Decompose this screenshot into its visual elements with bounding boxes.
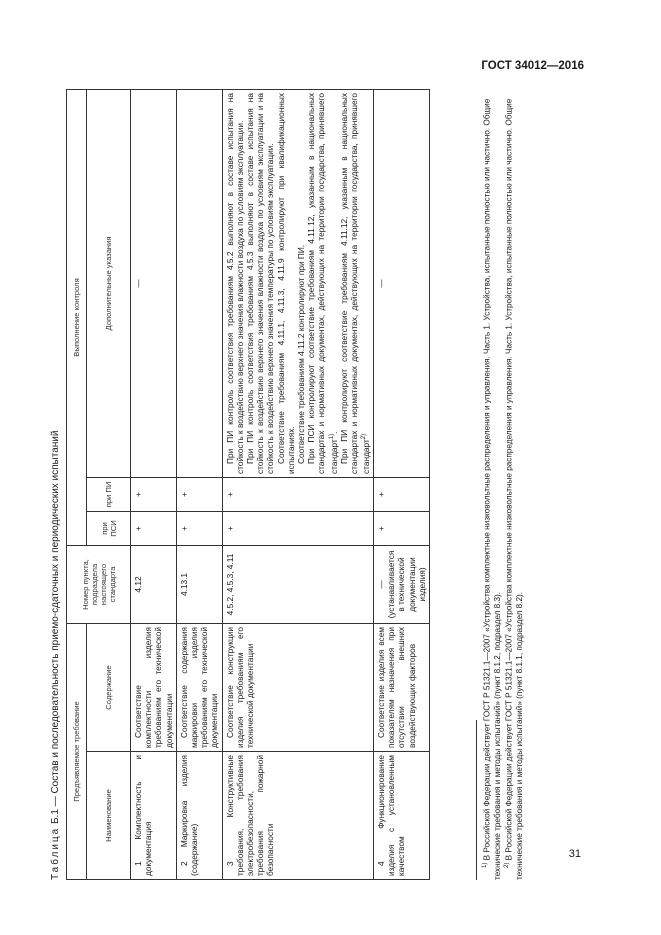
clause-note: (устанавливается в технической документации изделия) <box>386 550 427 619</box>
tests-table <box>66 89 430 880</box>
cell-content: Соответствие содержания маркировки изделия требованиям его технической документации <box>176 623 222 751</box>
cell-pi: + <box>374 477 430 511</box>
cell-additional <box>176 89 222 477</box>
cell-clause: 4.13.1 <box>176 545 222 623</box>
cell-psi: + <box>176 511 222 545</box>
cell-content: Соответствие изделия всем показателям назначения при отсутствии внешних воздействующих факторов <box>374 623 430 751</box>
table-label: Таблица <box>50 826 61 880</box>
additional-para: Соответствие требованиям 4.11.2 контролируют при ПИ. <box>296 244 307 464</box>
cell-additional <box>222 89 373 477</box>
footnote-2: $^{2)}$ В Российской Федерации действует ГОСТ Р 51321.1—2007 «Устройства комплектные низковольтные распределения и управления. Часть 1. Устройства, испытанные полностью или частично. Общие технические требования и методы испытаний» (пункт 8.1.1, подраздел 8.2). <box>504 98 525 880</box>
cell-name: 4 Функционирование изделия с установленным качеством <box>374 752 430 880</box>
table-row <box>374 89 430 879</box>
header-clause: Номер пункта, подраздела настоящего стандарта <box>67 545 131 623</box>
footnote-ref: 2) <box>361 433 368 440</box>
footnote-1: $^{1)}$ В Российской Федерации действует ГОСТ Р 51321.1—2007 «Устройства комплектные низковольтные распределения и управления. Часть 1. Устройства, испытанные полностью или частично. Общие технические требования и методы испытаний» (пункт 8.1.2, подраздел 8.3). <box>482 98 503 880</box>
rotated-table-area <box>50 90 525 880</box>
cell-name: 3 Конструктивные требования, требования электробезопасности, требования пожарной безопасности <box>222 752 373 880</box>
document-header: ГОСТ 34012—2016 <box>481 60 584 72</box>
table-row <box>131 89 177 879</box>
additional-para: При ПИ контролируют соответствие требованиям 4.11.12, указанным в национальных стандартах и нормативных документах, действующих на территории государства, принявшего стандарт$^{2)}$ <box>338 92 371 474</box>
additional-para: Соответствие требованиям 4.11.1, 4.11.3, 4.11.9 контролируют при квалификационных испытаниях. <box>275 92 296 474</box>
cell-pi: + <box>131 477 177 511</box>
additional-para: При ПСИ контролируют соответствие требованиям 4.11.12, указанным в национальных стандартах и нормативных документах, действующих на территории государства, принявшего стандарт$^{1)}$. <box>306 92 339 474</box>
header-psi: при ПСИ <box>87 511 131 545</box>
cell-psi: + <box>131 511 177 545</box>
header-content: Содержание <box>87 623 131 751</box>
cell-clause: 4.12 <box>131 545 177 623</box>
header-additional: Дополнительные указания <box>87 89 131 477</box>
cell-clause: 4.5.2, 4.5.3, 4.11 <box>222 545 373 623</box>
footnote-ref: 1) <box>328 433 335 440</box>
header-pi: при ПИ <box>87 477 131 511</box>
cell-pi: + <box>176 477 222 511</box>
cell-psi: + <box>222 511 373 545</box>
cell-additional: — <box>131 89 177 477</box>
additional-para: При ПИ контроль соответствия требованиям 4.5.3 выполняют в составе испытания на стойкость к воздействию верхнего значения влажности воздуха по условиям эксплуатации и на стойкость к воздействию верхнего значения температуры по условиям эксплуатации. <box>245 92 276 474</box>
table-row <box>176 89 222 879</box>
page-number: 31 <box>568 848 581 860</box>
table-number: Б.1 <box>50 809 61 824</box>
table-title-text: — Состав и последовательность приемо-сдаточных и периодических испытаний <box>50 430 61 807</box>
cell-additional: — <box>374 89 430 477</box>
additional-para: При ПИ контроль соответствия требованиям 4.5.2 выполняют в составе испытания на стойкость к воздействию верхнего значения влажности воздуха по условиям эксплуатации. <box>224 92 245 474</box>
clause-dash: — <box>376 580 386 589</box>
footnote-mark: 1) <box>482 862 488 868</box>
cell-psi: + <box>374 511 430 545</box>
cell-clause <box>374 545 430 623</box>
footnote-mark: 2) <box>504 862 510 868</box>
footnote-rule <box>476 720 477 880</box>
cell-name: 2 Маркировка изделия (содержание) <box>176 752 222 880</box>
table-row <box>222 89 373 879</box>
header-name: Наименование <box>87 752 131 880</box>
cell-name: 1 Комплектность и документация <box>131 752 177 880</box>
header-requirement-group: Предъявляемое требование <box>67 623 87 879</box>
cell-content: Соответствие комплектности изделия требованиям его технической документации <box>131 623 177 751</box>
cell-content: Соответствие конструкции изделия требованиям его технической документации <box>222 623 373 751</box>
table-title <box>50 90 64 880</box>
header-control-group: Выполнение контроля <box>67 89 87 545</box>
cell-pi: + <box>222 477 373 511</box>
